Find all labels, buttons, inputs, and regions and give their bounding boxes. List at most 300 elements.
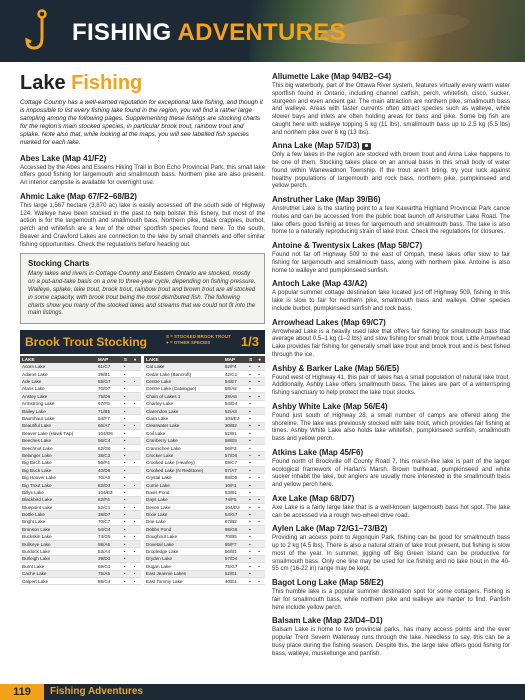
table-cell: Dryden Lake bbox=[144, 555, 223, 562]
table-row bbox=[20, 400, 141, 407]
table-cell: Doughnut Lake bbox=[144, 533, 223, 540]
table-cell: • bbox=[132, 533, 141, 540]
stocking-tables bbox=[20, 356, 265, 585]
table-cell: • bbox=[132, 400, 141, 407]
table-cell: • bbox=[256, 563, 265, 570]
lake-entry-title bbox=[272, 402, 510, 412]
lake-entry-body: Only a few lakes in the region are stocked with brown trout and Anna Lake happens to be one of them. Stocking takes place on an annual basis in this small body of water found within Wanewadnon Township. If the trout aren't biting, try your luck against healthy populations of largemouth and rock bass, northern pike, pumpkinseed and yellow perch. bbox=[272, 151, 510, 190]
table-header-row bbox=[144, 356, 265, 363]
table-cell bbox=[256, 540, 265, 547]
table-cell: Bottle Lake bbox=[20, 511, 96, 518]
table-cell: Adams Lake bbox=[20, 370, 96, 377]
table-cell: • bbox=[122, 415, 132, 422]
table-cell: • bbox=[247, 415, 256, 422]
table-row bbox=[20, 393, 141, 400]
table-row bbox=[144, 459, 265, 466]
table-cell: Acorn Lake bbox=[20, 363, 96, 370]
table-cell: • bbox=[132, 378, 141, 385]
table-cell: • bbox=[256, 452, 265, 459]
lake-entry-body: This large 1,567 hectare (3,870 ac) lake is easily accessed off the south side of Highway 124. Walleye have been stocked in the past to help bolster this fishery, but most of the action is for the largemouth and smallmouth bass. Northern pike, black crappies, burbot, perch and whitefish are a few of the other sportfish species found here. To the south, Beaver and Crawford Lakes are connection to the lake by small channels and offer similar fishing opportunities. Check the regulations before heading out. bbox=[20, 201, 265, 248]
table-cell bbox=[256, 437, 265, 444]
column-header: MAP bbox=[96, 356, 122, 363]
fish-hook-icon bbox=[22, 8, 62, 52]
table-row bbox=[144, 363, 265, 370]
table-cell: Dropledge Lake bbox=[144, 548, 223, 555]
table-cell: • bbox=[256, 504, 265, 511]
table-cell bbox=[256, 385, 265, 392]
section-title: Lake Fishing bbox=[20, 72, 143, 94]
column-header: S bbox=[247, 356, 256, 363]
table-cell: 75/D6 bbox=[96, 393, 122, 400]
lake-entry bbox=[272, 318, 510, 359]
lake-entry bbox=[20, 192, 265, 249]
table-row bbox=[20, 437, 141, 444]
table-cell bbox=[256, 555, 265, 562]
table-cell: Bullseye Lake bbox=[20, 540, 96, 547]
table-cell: 39/D3 bbox=[96, 555, 122, 562]
column-header: LAKE bbox=[20, 356, 96, 363]
lake-entry-title bbox=[272, 279, 510, 289]
table-cell: Beautiful Lake bbox=[20, 422, 96, 429]
sidebar-body: Many lakes and rivers in Cottage Country and Eastern Ontario are stocked, mostly on a put-and-take basis on a one to three-year cycle, depending on fishing pressure. Walleye, splake, lake trout, brook trout, rainbow trout and brown trout are all stocked in some capacity, with brook trout being the most distributed fish. The following charts show you many of the stocked lakes and streams that we could not fit into the main listings. bbox=[28, 270, 256, 317]
lake-entry-body: This humble lake is a popular summer destination spot for some cottagers. Fishing is fair for smallmouth bass, while northern pike and walleye are harder to find. Panfish here include yellow perch. bbox=[272, 588, 510, 611]
table-cell: • bbox=[247, 393, 256, 400]
table-cell bbox=[132, 430, 141, 437]
sidebar-title: Stocking Charts bbox=[28, 259, 90, 269]
lake-entry-body: A popular summer cottage destination lake located just off Highway 509, fishing in this lake is slow to fair for northern pike, smallmouth bass and walleye. Other species include burbot, pumpkinseed sunfish and rock bass. bbox=[272, 289, 510, 312]
table-cell bbox=[132, 370, 141, 377]
lake-entry-body: Accessed by the Abes and Essens Hiking Trail in Bon Echo Provincial Park, this small lake offers good fishing for largemouth and smallmouth bass. Northern pike are also present. An interior campsite is available for overnight use. bbox=[20, 163, 265, 187]
table-cell bbox=[132, 407, 141, 414]
table-cell: Blackbird Lake bbox=[20, 496, 96, 503]
stocking-page: 1/3 bbox=[240, 334, 259, 350]
table-row bbox=[20, 570, 141, 577]
table-cell: 69/C7 bbox=[223, 459, 247, 466]
table-cell: Belanger Lake bbox=[20, 452, 96, 459]
table-cell: 40/E1 bbox=[223, 577, 247, 584]
table-row bbox=[20, 489, 141, 496]
table-row bbox=[20, 511, 141, 518]
table-cell: • bbox=[247, 422, 256, 429]
table-cell bbox=[132, 511, 141, 518]
table-row bbox=[20, 363, 141, 370]
table-cell: • bbox=[247, 467, 256, 474]
table-cell bbox=[256, 467, 265, 474]
table-row bbox=[144, 533, 265, 540]
lake-entry bbox=[272, 195, 510, 236]
table-cell: Davis Pond bbox=[144, 489, 223, 496]
lake-entry bbox=[272, 279, 510, 312]
table-cell: • bbox=[122, 577, 132, 584]
lake-name: Axe Lake (Map 68/D7) bbox=[272, 493, 355, 503]
table-row bbox=[144, 526, 265, 533]
table-cell: Dobbs Pond bbox=[144, 526, 223, 533]
table-cell: 52/F4 bbox=[223, 363, 247, 370]
table-cell: Dixie Lake bbox=[144, 511, 223, 518]
lake-entry-title bbox=[272, 494, 510, 504]
table-row bbox=[144, 540, 265, 547]
table-row bbox=[144, 511, 265, 518]
table-row bbox=[20, 385, 141, 392]
lake-name: Antoine & Twentysix Lakes (Map 58/C7) bbox=[272, 241, 423, 250]
table-cell: 42/C1 bbox=[223, 370, 247, 377]
table-cell: 62/G6 bbox=[96, 444, 122, 451]
column-header: LAKE bbox=[144, 356, 223, 363]
table-cell: • bbox=[132, 570, 141, 577]
table-cell: 74/F5 bbox=[223, 496, 247, 503]
lake-name: Antoch Lake (Map 43/A2) bbox=[272, 279, 368, 289]
table-cell bbox=[132, 415, 141, 422]
lake-entry bbox=[272, 402, 510, 443]
table-row bbox=[144, 577, 265, 584]
table-cell: Cat Lake bbox=[144, 363, 223, 370]
lake-entry-title bbox=[272, 141, 510, 151]
table-cell bbox=[256, 526, 265, 533]
table-cell: Clearwater Lake bbox=[144, 422, 223, 429]
table-cell: 58/E5 bbox=[223, 437, 247, 444]
table-cell: • bbox=[256, 496, 265, 503]
table-cell: Bright Lake bbox=[20, 518, 96, 525]
table-cell: • bbox=[122, 378, 132, 385]
table-cell: • bbox=[256, 474, 265, 481]
table-cell: Devon Lake bbox=[144, 504, 223, 511]
table-cell: • bbox=[122, 407, 132, 414]
table-cell: • bbox=[256, 393, 265, 400]
table-cell: • bbox=[122, 430, 132, 437]
table-cell: Beechnut Lake bbox=[20, 444, 96, 451]
table-row bbox=[20, 563, 141, 570]
lake-name: Atkins Lake (Map 45/F6) bbox=[272, 447, 364, 457]
lake-entry bbox=[272, 616, 510, 657]
table-cell: 38/C2 bbox=[96, 452, 122, 459]
table-cell: 75/A5 bbox=[96, 570, 122, 577]
table-cell: • bbox=[122, 444, 132, 451]
table-cell: Centre Lake bbox=[144, 378, 223, 385]
table-cell: Cranberry Lake bbox=[144, 437, 223, 444]
table-cell bbox=[132, 496, 141, 503]
table-cell: 69/G1 bbox=[96, 563, 122, 570]
table-cell: • bbox=[122, 363, 132, 370]
lake-name: Aylen Lake (Map 72/G1–73/B2) bbox=[272, 524, 388, 534]
lake-entry bbox=[272, 494, 510, 520]
table-cell bbox=[132, 467, 141, 474]
table-row bbox=[20, 415, 141, 422]
table-cell: 98/G6 bbox=[223, 526, 247, 533]
table-cell: 52/B1 bbox=[223, 430, 247, 437]
table-cell: 104/E3 bbox=[96, 489, 122, 496]
table-cell: • bbox=[247, 533, 256, 540]
table-cell: 54/G7 bbox=[223, 511, 247, 518]
table-row bbox=[144, 504, 265, 511]
column-header: MAP bbox=[223, 356, 247, 363]
camera-icon bbox=[362, 143, 371, 150]
table-cell: 103/E3 bbox=[223, 415, 247, 422]
page-number: 119 bbox=[0, 684, 44, 700]
table-row bbox=[144, 437, 265, 444]
table-cell: • bbox=[122, 540, 132, 547]
stocking-table-left bbox=[20, 356, 141, 585]
table-cell: • bbox=[122, 400, 132, 407]
lake-entry-body: Balsam Lake is home to two provincial parks, has many access points and the ever popular Trent Severn Waterway runs through the lake. Needless to say, this can be a busy place during the fishing season. Despite this, the large lake offers good fishing for bass, walleye, muskellunge and panfish. bbox=[272, 626, 510, 657]
table-cell: • bbox=[122, 496, 132, 503]
table-cell bbox=[256, 489, 265, 496]
table-cell: • bbox=[122, 481, 132, 488]
table-cell: 104/D3 bbox=[223, 504, 247, 511]
table-row bbox=[20, 540, 141, 547]
table-cell: • bbox=[247, 540, 256, 547]
table-cell bbox=[132, 555, 141, 562]
table-cell: • bbox=[122, 393, 132, 400]
table-cell: • bbox=[247, 504, 256, 511]
table-cell: 55/F7 bbox=[223, 540, 247, 547]
table-row bbox=[20, 474, 141, 481]
table-cell bbox=[132, 489, 141, 496]
table-cell: • bbox=[122, 511, 132, 518]
table-cell: 104/D6 bbox=[96, 430, 122, 437]
table-row bbox=[144, 378, 265, 385]
lake-name: Abes Lake (Map 41/F2) bbox=[20, 153, 107, 163]
table-cell: 10/F1 bbox=[223, 481, 247, 488]
table-cell: • bbox=[132, 422, 141, 429]
lake-entry bbox=[272, 578, 510, 611]
table-cell: • bbox=[247, 444, 256, 451]
table-row bbox=[20, 533, 141, 540]
table-cell: 61/C7 bbox=[96, 363, 122, 370]
lake-entry bbox=[272, 141, 510, 190]
lake-name: Bagot Long Lake (Map 58/E2) bbox=[272, 578, 384, 587]
column-header: ● bbox=[132, 356, 141, 363]
table-cell bbox=[256, 415, 265, 422]
table-row bbox=[144, 385, 265, 392]
table-cell: 53/A4 bbox=[96, 548, 122, 555]
table-cell: • bbox=[122, 459, 132, 466]
lake-entry-body: This big waterbody, part of the Ottawa River system, features virtually every warm water sportfish found in Ontario, including channel catfish, perch, whitefish, cisco, sucker, sturgeon and even ancient gar. The main attraction are northern pike, smallmouth bass and walleye. Areas with faster currents often attract species such as walleye, while slower bays and inlets are often holding areas for bass and pike. Some big fish are caught here with walleye topping 5 kg (11 lbs), smallmouth bass up to 2.5 kg (5.5 lbs) and northern pike over 6 kg (13 lbs). bbox=[272, 82, 510, 136]
table-cell: 40/D6 bbox=[96, 467, 122, 474]
table-cell: • bbox=[247, 481, 256, 488]
table-cell: Crystal Lake bbox=[144, 474, 223, 481]
table-row bbox=[20, 407, 141, 414]
table-cell: 66/A7 bbox=[96, 422, 122, 429]
column-header: ● bbox=[256, 356, 265, 363]
table-cell: 52/C1 bbox=[96, 504, 122, 511]
table-cell: • bbox=[247, 474, 256, 481]
lake-entry-body: Found just south of Highway 28, a small number of camps are offered along the shoreline. The lake was previously stocked with lake trout, which provides fair fishing at times. Ashby White Lake also holds lake whitefish, pumpkinseed sunfish, smallmouth bass and yellow perch. bbox=[272, 411, 510, 442]
table-cell: • bbox=[247, 518, 256, 525]
lake-entry-title bbox=[20, 192, 265, 202]
table-cell: 55/G7 bbox=[96, 378, 122, 385]
table-cell: • bbox=[122, 474, 132, 481]
legend-line: ● = OTHER SPECIES bbox=[166, 340, 211, 346]
table-cell: • bbox=[122, 385, 132, 392]
table-cell bbox=[132, 444, 141, 451]
lake-entry-body: Arrowhead Lake is a heavily used lake that offers fair fishing for smallmouth bass that average about 0.5–1 kg (1–2 lbs) and slow fishing for small brook trout. Little Arrowhead Lake provides fair fishing for generally small lake trout and brook trout and is best fished through the ice. bbox=[272, 327, 510, 358]
table-cell: Doe Lake bbox=[144, 518, 223, 525]
table-header-row bbox=[20, 356, 141, 363]
table-cell: • bbox=[247, 437, 256, 444]
table-cell: Big Hoover Lake bbox=[20, 474, 96, 481]
table-cell bbox=[256, 459, 265, 466]
table-cell: • bbox=[247, 555, 256, 562]
lake-entry bbox=[272, 448, 510, 489]
table-cell: • bbox=[247, 489, 256, 496]
table-cell: Alans Lake bbox=[20, 385, 96, 392]
table-cell: • bbox=[132, 504, 141, 511]
table-cell: Big Birch Lake bbox=[20, 459, 96, 466]
table-cell: Charley Lake bbox=[144, 400, 223, 407]
table-cell: • bbox=[256, 422, 265, 429]
table-cell: • bbox=[122, 526, 132, 533]
lake-entry-title bbox=[272, 616, 510, 626]
table-cell: • bbox=[247, 459, 256, 466]
table-cell: Bailey Lake bbox=[20, 407, 96, 414]
table-cell: • bbox=[122, 555, 132, 562]
table-cell: Buckskin Lake bbox=[20, 533, 96, 540]
table-cell: • bbox=[122, 452, 132, 459]
table-cell: • bbox=[132, 563, 141, 570]
table-cell: 70/D7 bbox=[96, 385, 122, 392]
table-row bbox=[20, 452, 141, 459]
stocking-chart-title: Brook Trout Stocking bbox=[25, 335, 148, 350]
table-cell bbox=[256, 407, 265, 414]
table-row bbox=[144, 415, 265, 422]
table-cell: Clarendon Lake bbox=[144, 407, 223, 414]
table-cell: 70/C7 bbox=[96, 518, 122, 525]
lake-name: Ahmic Lake (Map 67/F2–68/B2) bbox=[20, 191, 137, 201]
table-cell: 39/B1 bbox=[96, 370, 122, 377]
page-header bbox=[0, 0, 525, 62]
table-cell: Dovetail Lake bbox=[144, 540, 223, 547]
table-cell: 74/G5 bbox=[96, 533, 122, 540]
table-cell: • bbox=[256, 378, 265, 385]
table-cell: • bbox=[247, 577, 256, 584]
table-cell: Big Trout Lake bbox=[20, 481, 96, 488]
table-cell: 88/D6 bbox=[223, 474, 247, 481]
lake-entry-title bbox=[272, 448, 510, 458]
table-cell: • bbox=[247, 511, 256, 518]
table-cell: Currie Lake bbox=[144, 481, 223, 488]
lake-entry-title bbox=[272, 318, 510, 328]
table-cell: Burdock Lake bbox=[20, 548, 96, 555]
table-row bbox=[20, 444, 141, 451]
table-row bbox=[20, 548, 141, 555]
table-cell: 82/F4 bbox=[96, 496, 122, 503]
table-cell bbox=[256, 533, 265, 540]
table-cell: • bbox=[247, 563, 256, 570]
table-cell: • bbox=[247, 370, 256, 377]
table-cell: 54/D4 bbox=[223, 400, 247, 407]
section-intro: Cottage Country has a well-earned reputation for exceptional lake fishing, and though it is impossible to list every fishing lake found in the region, you will find a rather large sampling among the following pages. Supplementing these listings are stocking charts for the region's main stocked species, in particular brook trout, rainbow trout and splake. Note also that, while looking at the maps, you will see labelled fish species marked for each lake. bbox=[20, 99, 263, 147]
lake-entry bbox=[272, 241, 510, 274]
table-cell: 38/D7 bbox=[96, 511, 122, 518]
table-row bbox=[144, 430, 265, 437]
lake-entry-body: Found west of Highway 41, this pair of lakes has a small population of natural lake trout. Additionally, Ashby Lake offers smallmouth bass. The lakes are part of a winter/spring fishing sanctuary to help protect the lake trout stocks. bbox=[272, 373, 510, 396]
lake-entry bbox=[272, 524, 510, 573]
table-row bbox=[20, 504, 141, 511]
lake-name: Ashby White Lake (Map 56/E4) bbox=[272, 401, 388, 411]
table-row bbox=[144, 393, 265, 400]
table-row bbox=[20, 555, 141, 562]
table-cell: East Jeannie Lakes bbox=[144, 570, 223, 577]
table-row bbox=[20, 422, 141, 429]
lake-name: Anstruther Lake (Map 39/B6) bbox=[272, 195, 381, 204]
table-cell: Burleigh Lake bbox=[20, 555, 96, 562]
table-cell: Burnt Lake bbox=[20, 563, 96, 570]
table-cell: Crocker Lake bbox=[144, 452, 223, 459]
table-row bbox=[144, 555, 265, 562]
table-cell: 82/D3 bbox=[96, 481, 122, 488]
table-cell bbox=[132, 540, 141, 547]
table-cell: • bbox=[122, 533, 132, 540]
lake-entry-title bbox=[272, 524, 510, 534]
footer-label: Fishing Adventures bbox=[50, 686, 143, 697]
table-cell: • bbox=[247, 548, 256, 555]
table-row bbox=[20, 459, 141, 466]
table-cell: Ade Lake bbox=[20, 378, 96, 385]
table-row bbox=[144, 496, 265, 503]
table-cell: 28/A6 bbox=[223, 393, 247, 400]
lake-name: Anna Lake (Map 57/D3) bbox=[272, 141, 360, 151]
table-cell: Bluepoint Lake bbox=[20, 504, 96, 511]
table-cell bbox=[132, 452, 141, 459]
table-cell: 86/C4 bbox=[96, 577, 122, 584]
page-footer bbox=[0, 676, 525, 700]
table-cell: Clara Lake bbox=[144, 415, 223, 422]
table-cell: 56/B1 bbox=[223, 548, 247, 555]
table-cell: 54/F7 bbox=[96, 415, 122, 422]
table-row bbox=[20, 467, 141, 474]
table-cell bbox=[256, 444, 265, 451]
table-cell: • bbox=[247, 400, 256, 407]
table-cell bbox=[256, 481, 265, 488]
table-cell: 54/E7 bbox=[223, 378, 247, 385]
table-cell: • bbox=[256, 548, 265, 555]
table-cell: 70/B5 bbox=[223, 533, 247, 540]
stocking-sidebar bbox=[20, 253, 265, 324]
table-cell: Bronson Lake bbox=[20, 526, 96, 533]
table-cell: 54/G4 bbox=[96, 526, 122, 533]
table-row bbox=[20, 496, 141, 503]
table-row bbox=[144, 422, 265, 429]
table-cell: 75/G7 bbox=[223, 563, 247, 570]
table-cell: • bbox=[122, 570, 132, 577]
legend-line: S = STOCKED BROOK TROUT bbox=[166, 334, 231, 340]
table-cell: 67/B2 bbox=[223, 518, 247, 525]
table-cell: • bbox=[132, 481, 141, 488]
table-cell: 52/A3 bbox=[223, 407, 247, 414]
table-cell bbox=[256, 400, 265, 407]
table-cell: Baumhaur Lake bbox=[20, 415, 96, 422]
table-cell: • bbox=[247, 526, 256, 533]
table-cell bbox=[132, 363, 141, 370]
table-cell: • bbox=[256, 577, 265, 584]
table-cell: • bbox=[132, 459, 141, 466]
table-row bbox=[144, 467, 265, 474]
table-cell: • bbox=[122, 504, 132, 511]
table-cell: • bbox=[132, 548, 141, 555]
lake-entry-body: Found not far off Highway 509 to the east of Ompah, these lakes offer slow to fair fishing for largemouth and smallmouth bass, along with northern pike. Antoine is also home to walleye and pumpkinseed sunfish. bbox=[272, 251, 510, 274]
lake-entry-body: Anstruther Lake is the starting point to a few Kawartha Highland Provincial Park canoe routes and can be accessed from the public boat launch off Anstruther Lake Road. The lake offers good fishing at times for largemouth and smallmouth bass. The lake is also home to a naturally reproducing strain of lake trout. Check the regulations for closures. bbox=[272, 205, 510, 236]
table-row bbox=[144, 563, 265, 570]
lake-entry bbox=[272, 72, 510, 136]
table-cell: • bbox=[122, 437, 132, 444]
table-cell: Days Lake bbox=[144, 496, 223, 503]
lake-entry-body: Axe Lake is a fairly large lake that is a well-known largemouth bass hot spot. The lake can be accessed via a rough two-wheel drive road. bbox=[272, 503, 510, 519]
table-cell bbox=[256, 570, 265, 577]
table-cell: • bbox=[247, 570, 256, 577]
table-cell: 70/A6 bbox=[96, 474, 122, 481]
table-cell: 58/A6 bbox=[96, 540, 122, 547]
table-row bbox=[144, 489, 265, 496]
